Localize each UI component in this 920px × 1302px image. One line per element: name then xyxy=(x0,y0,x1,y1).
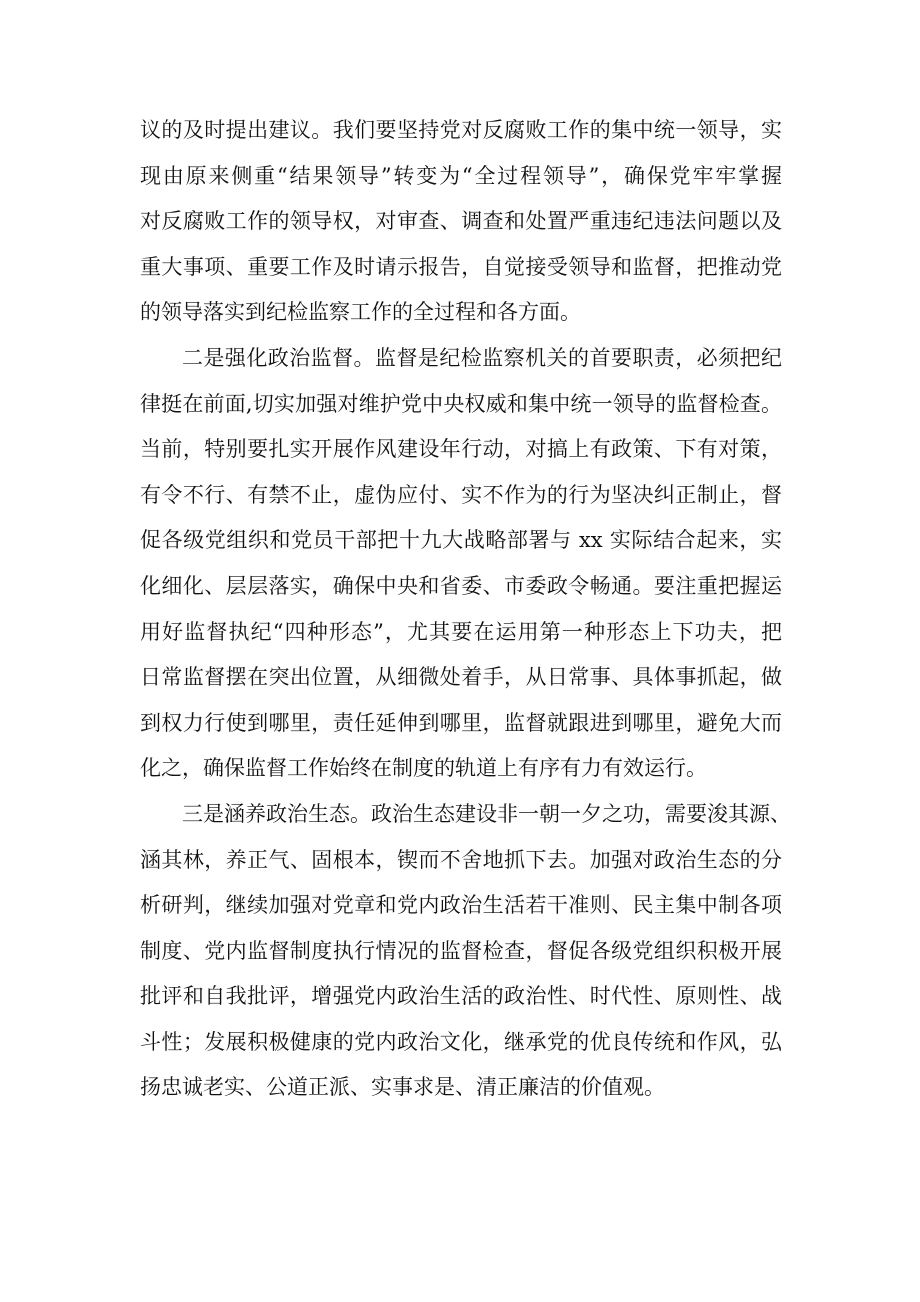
text-line: 现由原来侧重“结果领导”转变为“全过程领导”，确保党牢牢掌握 xyxy=(140,163,782,188)
text-line: 批评和自我批评，增强党内政治生活的政治性、时代性、原则性、战 xyxy=(140,984,782,1009)
paragraph-political-supervision xyxy=(140,336,782,792)
document-body xyxy=(140,108,791,1111)
text-line: 斗性；发展积极健康的党内政治文化，继承党的优良传统和作风，弘 xyxy=(140,1029,782,1054)
text-line: 扬忠诚老实、公道正派、实事求是、清正廉洁的价值观。 xyxy=(140,1075,665,1100)
text-line: 到权力行使到哪里，责任延伸到哪里，监督就跟进到哪里，避免大而 xyxy=(140,710,782,735)
text-line: 有令不行、有禁不止，虚伪应付、实不作为的行为坚决纠正制止，督 xyxy=(140,482,782,507)
text-line: 律挺在前面,切实加强对维护党中央权威和集中统一领导的监督检查。 xyxy=(140,391,782,416)
paragraph-continuation xyxy=(140,108,782,336)
text-line: 用好监督执纪“四种形态”，尤其要在运用第一种形态上下功夫，把 xyxy=(140,619,782,644)
text-line: 对反腐败工作的领导权，对审查、调查和处置严重违纪违法问题以及 xyxy=(140,209,782,234)
text-line: 二是强化政治监督。监督是纪检监察机关的首要职责，必须把纪 xyxy=(182,345,782,370)
text-line: 日常监督摆在突出位置，从细微处着手，从日常事、具体事抓起，做 xyxy=(140,665,782,690)
text-line: 三是涵养政治生态。政治生态建设非一朝一夕之功，需要浚其源、 xyxy=(182,801,791,826)
text-line: 当前，特别要扎实开展作风建设年行动，对搞上有政策、下有对策， xyxy=(140,437,782,462)
text-line: 促各级党组织和党员干部把十九大战略部署与 xx 实际结合起来，实 xyxy=(140,528,782,553)
text-line: 化细化、层层落实，确保中央和省委、市委政令畅通。要注重把握运 xyxy=(140,573,782,598)
text-line: 制度、党内监督制度执行情况的监督检查，督促各级党组织积极开展 xyxy=(140,938,782,963)
text-line: 析研判，继续加强对党章和党内政治生活若干准则、民主集中制各项 xyxy=(140,893,782,918)
text-line: 重大事项、重要工作及时请示报告，自觉接受领导和监督，把推动党 xyxy=(140,254,782,279)
text-line: 议的及时提出建议。我们要坚持党对反腐败工作的集中统一领导，实 xyxy=(140,118,782,142)
text-line: 化之，确保监督工作始终在制度的轨道上有序有力有效运行。 xyxy=(140,756,707,781)
text-line: 涵其林，养正气、固根本，锲而不舍地抓下去。加强对政治生态的分 xyxy=(140,847,782,872)
paragraph-political-ecology xyxy=(140,792,791,1111)
text-line: 的领导落实到纪检监察工作的全过程和各方面。 xyxy=(140,300,581,325)
